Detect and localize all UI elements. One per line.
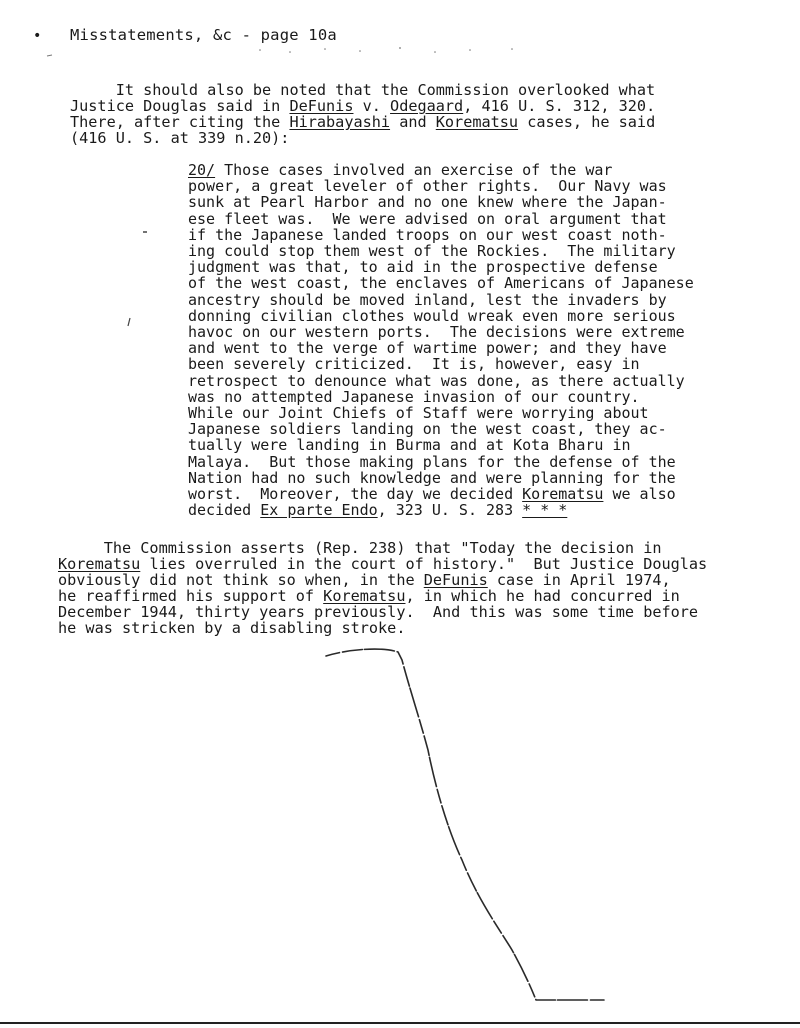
text-line: he was stricken by a disabling stroke. (58, 619, 406, 637)
text-line: was no attempted Japanese invasion of our country. (188, 387, 640, 406)
text-line: been severely criticized. It is, however, easy in (188, 355, 640, 374)
case-name: Korematsu (323, 587, 406, 605)
page-header: Misstatements, &c - page 10a (70, 26, 337, 44)
text-line: Those cases involved an exercise of the war (215, 161, 613, 179)
text-line: if the Japanese landed troops on our west coast noth- (188, 225, 667, 244)
text-fragment: cases, he said (518, 113, 656, 131)
text-fragment: v. (353, 97, 391, 115)
text-line: It should also be noted that the Commission overlooked what (70, 81, 656, 99)
text-line: of the west coast, the enclaves of Americans of Japanese (188, 274, 694, 293)
text-line: (416 U. S. at 339 n.20): (70, 129, 290, 147)
text-line: obviously did not think so when, in the (58, 571, 424, 589)
text-line: The Commission asserts (Rep. 238) that "Today the decision in (58, 539, 662, 557)
text-line: Nation had no such knowledge and were planning for the (188, 468, 676, 487)
text-fragment: and (390, 113, 436, 131)
text-line: power, a great leveler of other rights. Our Navy was (188, 177, 667, 196)
case-name: Odegaard (390, 97, 464, 115)
ellipsis-stars: * * * (522, 501, 568, 520)
scan-edge-line (0, 1022, 800, 1024)
text-line: donning civilian clothes would wreak even more serious (188, 306, 676, 325)
text-fragment: , 323 U. S. 283 (377, 501, 523, 520)
case-name: DeFunis (289, 97, 354, 115)
text-line: sunk at Pearl Harbor and no one knew where the Japan- (188, 193, 667, 212)
text-line: and went to the verge of wartime power; and they have (188, 339, 667, 358)
text-line: tually were landing in Burma and at Kota Bharu in (188, 436, 631, 455)
text-fragment: lies overruled in the court of history." But Justice Douglas (140, 555, 708, 573)
text-line: ing could stop them west of the Rockies. The military (188, 242, 676, 261)
text-fragment: , 416 U. S. 312, 320. (463, 97, 656, 115)
text-line: he reaffirmed his support of (58, 587, 324, 605)
case-name: Korematsu (435, 113, 519, 131)
case-name: Korematsu (522, 485, 604, 504)
text-fragment: case in April 1974, (487, 571, 671, 589)
text-line: decided (188, 501, 261, 520)
footnote-number: 20/ (188, 161, 216, 179)
text-line: Malaya. But those making plans for the defense of the (188, 452, 676, 471)
text-line: Japanese soldiers landing on the west coast, they ac- (188, 420, 667, 439)
text-line: Justice Douglas said in (70, 97, 290, 115)
text-fragment: we also (603, 485, 676, 504)
case-name: Hirabayashi (289, 113, 391, 131)
text-line: retrospect to denounce what was done, as there actually (188, 371, 685, 390)
text-line: worst. Moreover, the day we decided (188, 485, 523, 504)
case-name: DeFunis (423, 571, 488, 589)
text-line: havoc on our western ports. The decisions were extreme (188, 323, 685, 342)
case-name: Ex parte Endo (260, 501, 378, 520)
text-line: judgment was that, to aid in the prospective defense (188, 258, 658, 277)
margin-bullet: • (33, 28, 42, 44)
text-line: ese fleet was. We were advised on oral argument that (188, 209, 667, 228)
case-name: Korematsu (58, 555, 141, 573)
text-fragment: , in which he had concurred in (405, 587, 680, 605)
text-line: December 1944, thirty years previously. And this was some time before (58, 603, 699, 621)
text-line: ancestry should be moved inland, lest the invaders by (188, 290, 667, 309)
text-line: There, after citing the (70, 113, 290, 131)
text-line: While our Joint Chiefs of Staff were worrying about (188, 404, 649, 423)
